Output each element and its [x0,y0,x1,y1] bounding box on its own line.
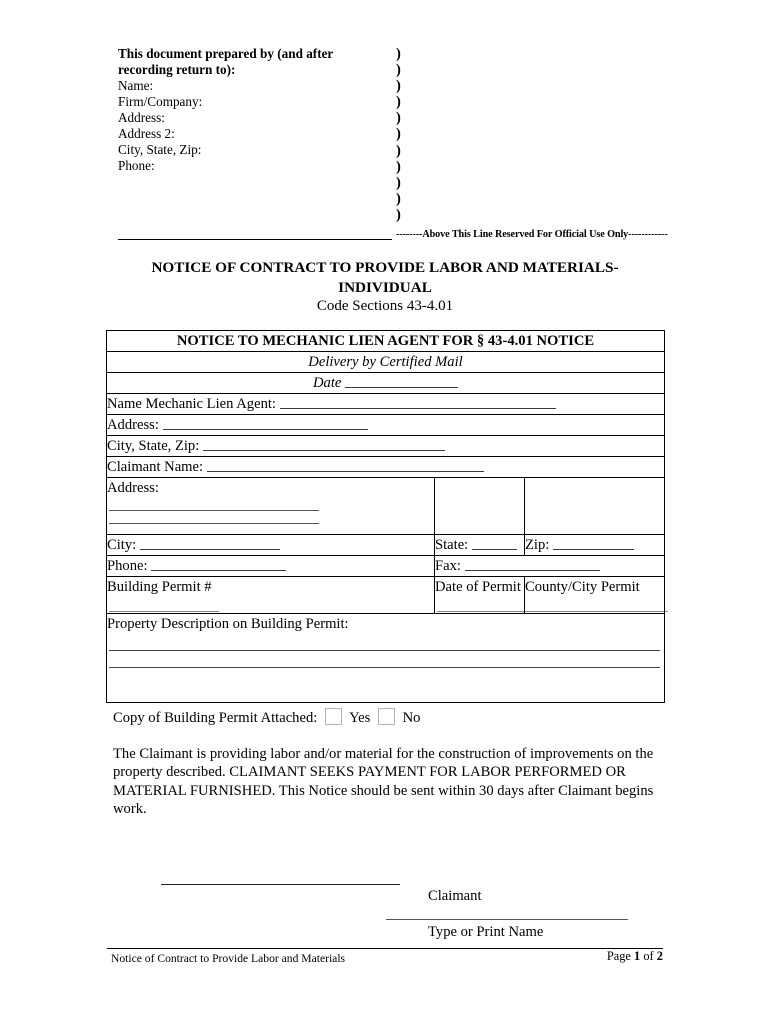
recording-field-firm: Firm/Company: [118,94,203,109]
county-city-permit-input-line[interactable] [527,611,668,612]
property-description-line-2[interactable] [109,667,660,668]
state-cell [435,535,525,556]
footer-document-name: Notice of Contract to Provide Labor and Materials [111,952,346,965]
table-row-agent-name [107,394,665,415]
paren-glyph: ) [396,110,401,127]
paren-glyph: ) [396,190,401,207]
agent-address-label: Address: [107,417,159,433]
recording-field-phone: Phone: [118,158,155,173]
footer-page-of: of [643,949,654,963]
date-of-permit-label: Date of Permit [435,579,521,595]
table-row-date [107,373,665,394]
fax-input-line[interactable] [465,556,600,571]
agent-address-cell [107,415,665,436]
agent-name-input-line[interactable] [280,394,556,409]
agent-address-input-line[interactable] [163,415,368,430]
table-row-claimant-address [107,478,665,535]
phone-input-line[interactable] [151,556,286,571]
recording-field-address2: Address 2: [118,126,175,141]
table-header-delivery: Delivery by Certified Mail [107,352,665,373]
claimant-address-label: Address: [107,480,159,496]
type-or-print-name-caption: Type or Print Name [428,924,544,940]
table-row-agent-address [107,415,665,436]
agent-name-cell [107,394,665,415]
footer-page-indicator [563,949,663,964]
claimant-name-cell [107,457,665,478]
paren-glyph: ) [396,174,401,191]
building-permit-cell [107,577,435,614]
page-title: NOTICE OF CONTRACT TO PROVIDE LABOR AND MATERIALS-INDIVIDUAL [151,259,619,296]
agent-city-label: City, State, Zip: [107,438,200,454]
fax-cell [435,556,665,577]
claimant-caption: Claimant [428,888,482,904]
table-row-claimant-name [107,457,665,478]
table-row-delivery [107,352,665,373]
table-row-city-state-zip [107,535,665,556]
building-permit-input-line[interactable] [109,611,219,612]
claimant-address-line-2[interactable] [109,523,319,524]
paren-column [396,46,401,223]
city-input-line[interactable] [140,535,280,550]
property-description-cell [107,614,665,703]
city-cell [107,535,435,556]
agent-name-label: Name Mechanic Lien Agent: [107,396,276,412]
paren-glyph: ) [396,62,401,79]
date-label: Date [312,375,342,391]
footer-page-total: 2 [656,949,663,963]
agent-city-cell [107,436,665,457]
recording-return-block [118,46,418,174]
county-city-permit-cell [525,577,665,614]
table-header-notice: NOTICE TO MECHANIC LIEN AGENT FOR § 43-4.01 NOTICE [107,331,665,352]
zip-cell [525,535,665,556]
print-name-line[interactable] [386,919,628,920]
building-permit-attached-row [113,708,420,728]
official-use-rule [118,239,392,240]
county-city-permit-label: County/City Permit [525,579,640,595]
state-input-line[interactable] [472,535,517,550]
paren-glyph: ) [396,78,401,95]
date-cell [107,373,665,394]
table-row-agent-city [107,436,665,457]
claimant-address-spacer-cell-2 [525,478,665,535]
date-of-permit-cell [435,577,525,614]
claimant-address-spacer-cell [435,478,525,535]
no-label: No [402,710,421,726]
property-description-line-1[interactable] [109,650,660,651]
paren-glyph: ) [396,206,401,223]
paren-glyph: ) [396,142,401,159]
table-row-header-notice [107,331,665,352]
fax-label: Fax: [435,558,461,574]
footer-page-number: 1 [634,949,641,963]
claimant-name-input-line[interactable] [207,457,484,472]
building-permit-label: Building Permit # [107,579,212,595]
signature-line[interactable] [161,884,400,885]
zip-label: Zip: [525,537,550,553]
footer-page-prefix: Page [606,949,631,963]
claimant-address-line-1[interactable] [109,510,319,511]
agent-city-input-line[interactable] [203,436,445,451]
paren-glyph: ) [396,46,401,62]
mechanic-lien-notice-table [106,330,665,703]
date-input-line[interactable] [345,373,458,388]
yes-checkbox[interactable] [325,708,342,725]
recording-field-city-state-zip: City, State, Zip: [118,142,202,157]
official-use-text: --------Above This Line Reserved For Official Use Only------------ [396,229,668,240]
yes-label: Yes [349,710,371,726]
state-label: State: [435,537,469,553]
recording-block-title: This document prepared by (and after recording return to): [118,46,334,77]
paren-glyph: ) [396,126,401,143]
property-description-label: Property Description on Building Permit: [107,616,349,632]
paren-glyph: ) [396,94,401,111]
recording-field-name: Name: [118,78,154,93]
claimant-name-label: Claimant Name: [107,459,204,475]
page-subtitle: Code Sections 43-4.01 [316,298,454,314]
table-row-property-description [107,614,665,703]
table-row-phone-fax [107,556,665,577]
table-row-permit [107,577,665,614]
recording-field-address: Address: [118,110,165,125]
zip-input-line[interactable] [553,535,634,550]
building-permit-attached-label: Copy of Building Permit Attached: [113,710,318,726]
no-checkbox[interactable] [378,708,395,725]
city-label: City: [107,537,137,553]
paren-glyph: ) [396,158,401,175]
claimant-address-cell [107,478,435,535]
phone-label: Phone: [107,558,148,574]
body-paragraph: The Claimant is providing labor and/or material for the construction of improvements on the property described. CLAIMANT SEEKS PAYMENT FOR LABOR PERFORMED OR MATERIAL FURNISHED. This Notice should be sent within 30 days after Claimant begins work. [113,746,654,817]
phone-cell [107,556,435,577]
